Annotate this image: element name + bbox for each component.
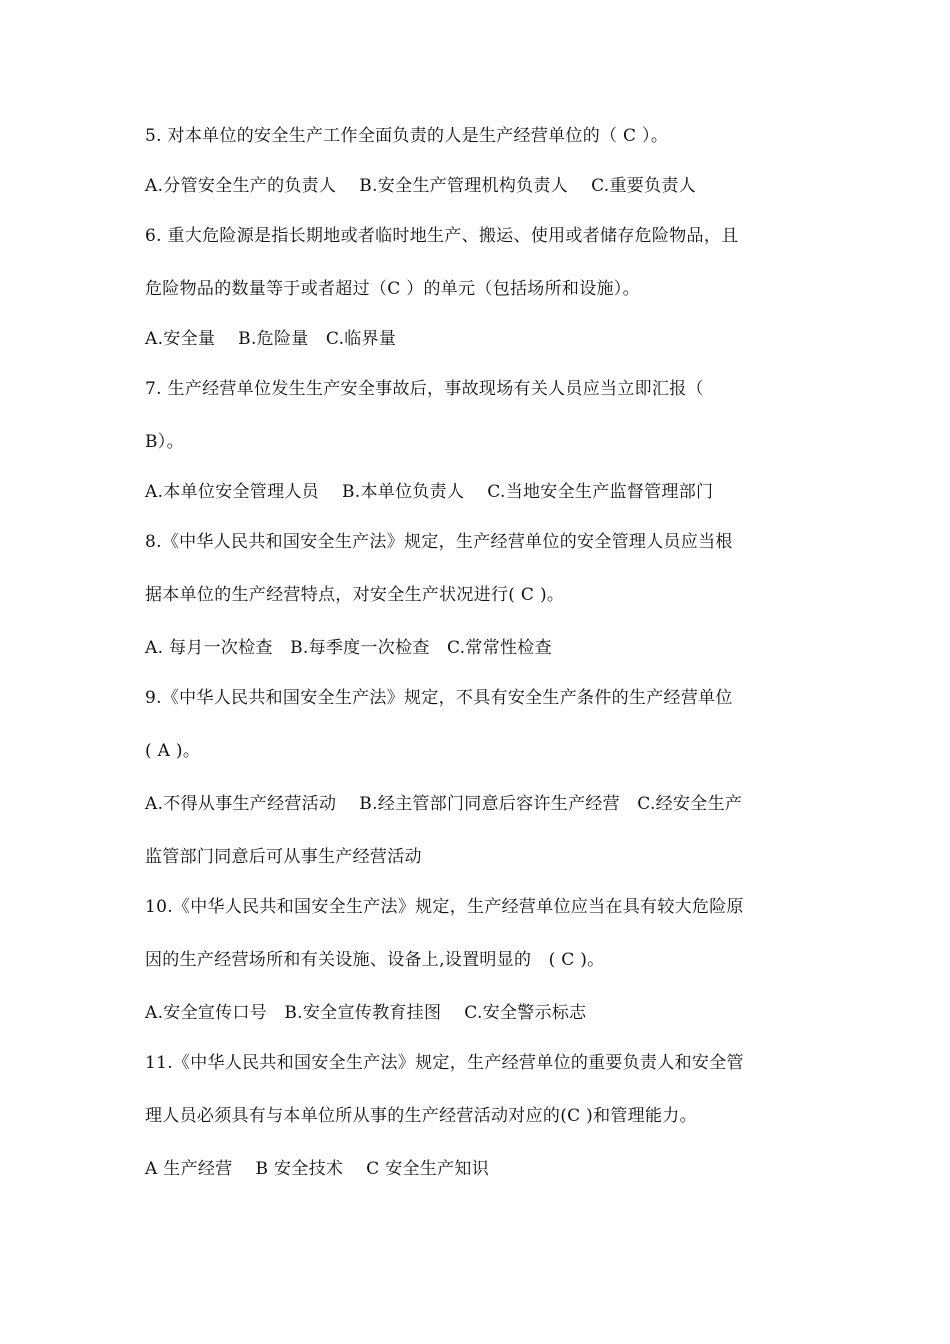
question-6-stem-line-1: 6. 重大危险源是指长期地或者临时地生产、搬运、使用或者储存危险物品，且 (145, 226, 739, 246)
question-11-stem-line-2: 理人员必须具有与本单位所从事的生产经营活动对应的(C )和管理能力。 (145, 1106, 697, 1126)
question-10-stem-line-1: 10.《中华人民共和国安全生产法》规定，生产经营单位应当在具有较大危险原 (145, 897, 744, 917)
question-7-stem-line-2: B）。 (145, 432, 184, 452)
question-7-stem-line-1: 7. 生产经营单位发生生产安全事故后，事故现场有关人员应当立即汇报（ (145, 379, 704, 399)
question-6-options: A.安全量 B.危险量 C.临界量 (145, 329, 397, 349)
question-8-stem-line-1: 8.《中华人民共和国安全生产法》规定，生产经营单位的安全管理人员应当根 (145, 532, 733, 552)
question-9-stem-line-1: 9.《中华人民共和国安全生产法》规定，不具有安全生产条件的生产经营单位 (145, 688, 733, 708)
question-9-stem-line-2: ( A )。 (145, 741, 201, 761)
question-7-options: A.本单位安全管理人员 B.本单位负责人 C.当地安全生产监督管理部门 (145, 482, 714, 502)
question-11-stem-line-1: 11.《中华人民共和国安全生产法》规定，生产经营单位的重要负责人和安全管 (145, 1053, 744, 1073)
question-8-stem-line-2: 据本单位的生产经营特点，对安全生产状况进行( C )。 (145, 585, 565, 605)
question-8-options: A. 每月一次检查 B.每季度一次检查 C.常常性检查 (145, 638, 552, 658)
question-5-options: A.分管安全生产的负责人 B.安全生产管理机构负责人 C.重要负责人 (145, 176, 696, 196)
question-9-options-line-1: A.不得从事生产经营活动 B.经主管部门同意后容许生产经营 C.经安全生产 (145, 794, 743, 814)
question-10-stem-line-2: 因的生产经营场所和有关设施、设备上,设置明显的 ( C )。 (145, 950, 605, 970)
question-11-options: A 生产经营 B 安全技术 C 安全生产知识 (145, 1159, 489, 1179)
question-10-options: A.安全宣传口号 B.安全宣传教育挂图 C.安全警示标志 (145, 1003, 587, 1023)
question-6-stem-line-2: 危险物品的数量等于或者超过（C ）的单元（包括场所和设施）。 (145, 279, 640, 299)
question-9-options-line-2: 监管部门同意后可从事生产经营活动 (145, 847, 422, 867)
question-5-stem: 5. 对本单位的安全生产工作全面负责的人是生产经营单位的（ C ）。 (145, 126, 669, 146)
